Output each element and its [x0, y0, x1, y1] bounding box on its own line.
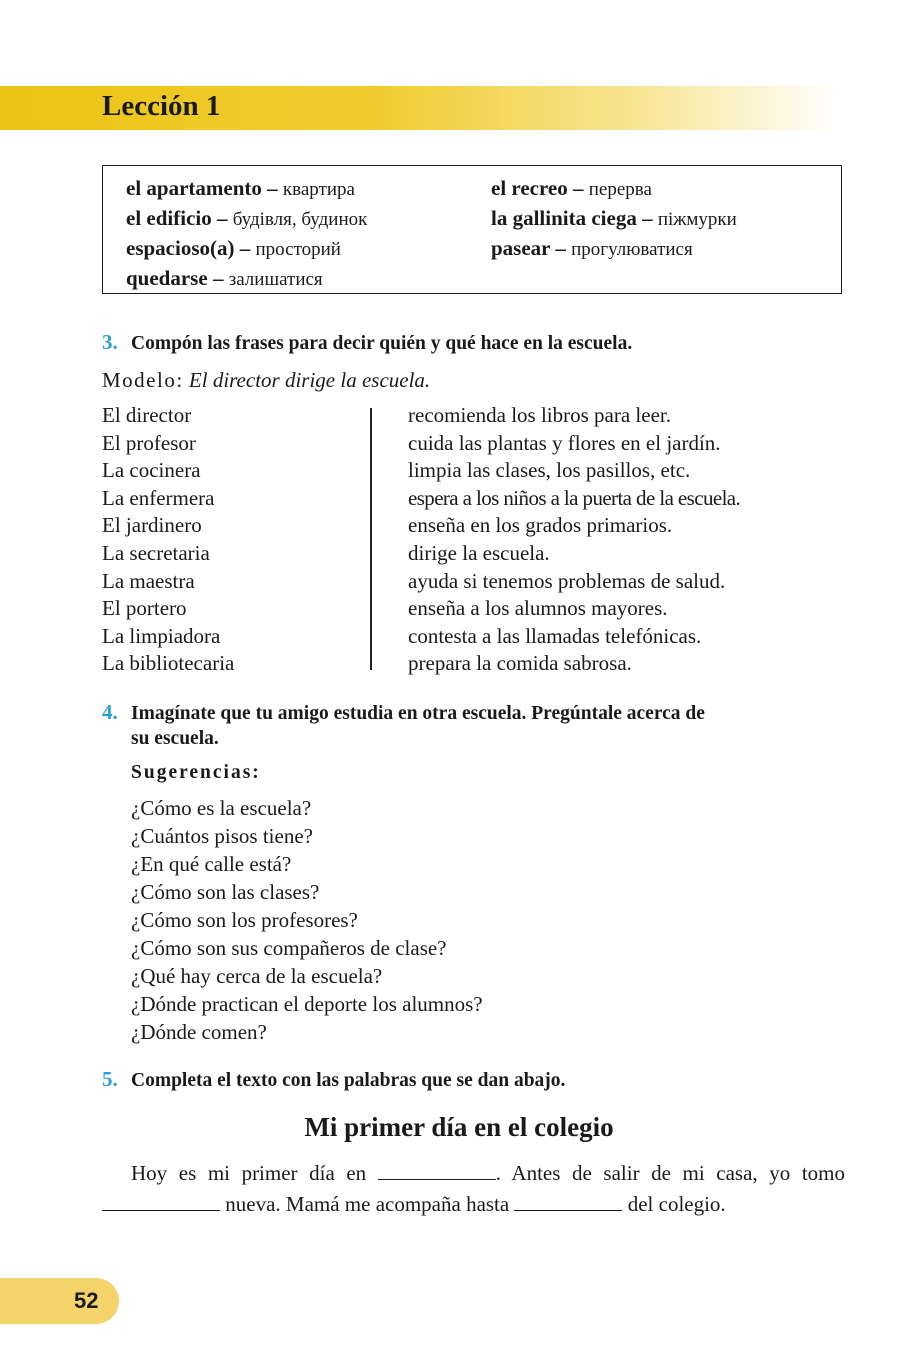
- predicates-column: [408, 402, 740, 678]
- fill-in-blank[interactable]: [378, 1161, 496, 1180]
- predicate-item: prepara la comida sabrosa.: [408, 651, 632, 676]
- vocab-translation: піжмурки: [657, 209, 737, 230]
- vocab-translation: квартира: [282, 179, 355, 200]
- vocab-translation: будівля, будинок: [232, 209, 368, 230]
- paragraph-text: Hoy es mi primer día en: [131, 1161, 378, 1185]
- paragraph-text: . Antes de salir de mi casa, yo tomo: [495, 1161, 846, 1185]
- vocab-item: [126, 174, 367, 204]
- vocab-term: quedarse: [126, 266, 208, 290]
- page-number: 52: [74, 1288, 99, 1313]
- fill-in-blank[interactable]: [102, 1192, 220, 1211]
- reading-text-title: Mi primer día en el colegio: [304, 1112, 614, 1142]
- predicate-item: recomienda los libros para leer.: [408, 403, 671, 427]
- vocab-term: el edificio: [126, 206, 212, 230]
- suggestions-title: Sugerencias:: [131, 762, 261, 783]
- subject-item: El director: [102, 403, 192, 427]
- predicate-item: enseña a los alumnos mayores.: [408, 596, 668, 621]
- page-number-tab: [0, 1278, 119, 1324]
- vocab-separator: –: [211, 206, 233, 230]
- subject-item: El portero: [102, 596, 187, 621]
- reading-paragraph: [102, 1158, 845, 1220]
- subject-item: La secretaria: [102, 540, 210, 565]
- vocab-translation: залишатися: [228, 269, 323, 290]
- suggestion-question: ¿Cómo es la escuela?: [131, 796, 312, 820]
- predicate-item: enseña en los grados primarios.: [408, 513, 673, 538]
- exercise-4-instruction-line: su escuela.: [131, 728, 219, 749]
- vocab-term: pasear: [491, 236, 551, 260]
- vocab-separator: –: [261, 176, 283, 200]
- subject-item: La maestra: [102, 568, 195, 593]
- vocab-term: el recreo: [491, 176, 568, 200]
- subject-item: La cocinera: [102, 458, 201, 483]
- vocab-item: [126, 264, 367, 294]
- vocab-separator: –: [207, 266, 229, 290]
- vocabulary-column-left: [126, 174, 367, 294]
- exercise-4-instruction-line: Imagínate que tu amigo estudia en otra escuela. Pregúntale acerca de: [131, 703, 705, 724]
- exercise-4-number: 4.: [102, 700, 118, 724]
- vocab-separator: –: [636, 206, 658, 230]
- subject-item: La limpiadora: [102, 623, 221, 648]
- paragraph-text: nueva. Mamá me acompaña hasta: [220, 1192, 515, 1216]
- vocab-item: [126, 234, 367, 264]
- subject-item: La bibliotecaria: [102, 651, 235, 676]
- suggestion-question: ¿Cómo son las clases?: [131, 880, 320, 904]
- suggestion-question: ¿Dónde comen?: [131, 1020, 267, 1044]
- vocab-translation: перерва: [588, 179, 652, 200]
- vocabulary-column-right: [491, 174, 737, 264]
- exercise-5-number: 5.: [102, 1067, 118, 1091]
- exercise-3-number: 3.: [102, 330, 118, 354]
- suggestion-question: ¿Dónde practican el deporte los alumnos?: [131, 992, 483, 1016]
- suggestion-question: ¿Qué hay cerca de la escuela?: [131, 964, 383, 988]
- vocab-item: [491, 174, 737, 204]
- vocab-translation: просторий: [255, 239, 341, 260]
- vocab-term: la gallinita ciega: [491, 206, 637, 230]
- vocab-separator: –: [550, 236, 572, 260]
- vocab-item: [491, 234, 737, 264]
- vocab-term: el apartamento: [126, 176, 262, 200]
- column-divider: [370, 408, 372, 670]
- predicate-item: cuida las plantas y flores en el jardín.: [408, 430, 721, 455]
- predicate-item: contesta a las llamadas telefónicas.: [408, 623, 702, 648]
- exercise-5-instruction: Completa el texto con las palabras que se dan abajo.: [131, 1070, 566, 1091]
- vocab-separator: –: [567, 176, 589, 200]
- subject-item: El jardinero: [102, 513, 202, 538]
- vocab-item: [126, 204, 367, 234]
- subject-item: El profesor: [102, 430, 196, 455]
- paragraph-text: del colegio.: [622, 1192, 726, 1216]
- predicate-item: dirige la escuela.: [408, 540, 550, 565]
- exercise-3-instruction: Compón las frases para decir quién y qué hace en la escuela.: [131, 333, 633, 354]
- predicate-item: limpia las clases, los pasillos, etc.: [408, 458, 691, 483]
- modelo-label: Modelo:: [102, 368, 184, 392]
- suggestion-question: ¿Cuántos pisos tiene?: [131, 824, 313, 848]
- suggestion-question: ¿Cómo son los profesores?: [131, 908, 358, 932]
- predicate-item: espera a los niños a la puerta de la escuela.: [408, 485, 741, 510]
- vocab-term: espacioso(a): [126, 236, 235, 260]
- vocab-translation: прогулюватися: [571, 239, 693, 260]
- vocabulary-box: [102, 165, 842, 294]
- subjects-column: [102, 402, 234, 678]
- exercise-4-instruction: [131, 701, 705, 751]
- vocab-separator: –: [234, 236, 256, 260]
- predicate-item: ayuda si tenemos problemas de salud.: [408, 568, 726, 593]
- modelo-line: [102, 368, 430, 393]
- subject-item: La enfermera: [102, 485, 215, 510]
- suggestion-question: ¿En qué calle está?: [131, 852, 292, 876]
- fill-in-blank[interactable]: [514, 1192, 622, 1211]
- lesson-title: Lección 1: [102, 90, 221, 122]
- vocab-item: [491, 204, 737, 234]
- suggestions-list: [131, 794, 483, 1046]
- suggestion-question: ¿Cómo son sus compañeros de clase?: [131, 936, 447, 960]
- modelo-example: El director dirige la escuela.: [188, 368, 431, 392]
